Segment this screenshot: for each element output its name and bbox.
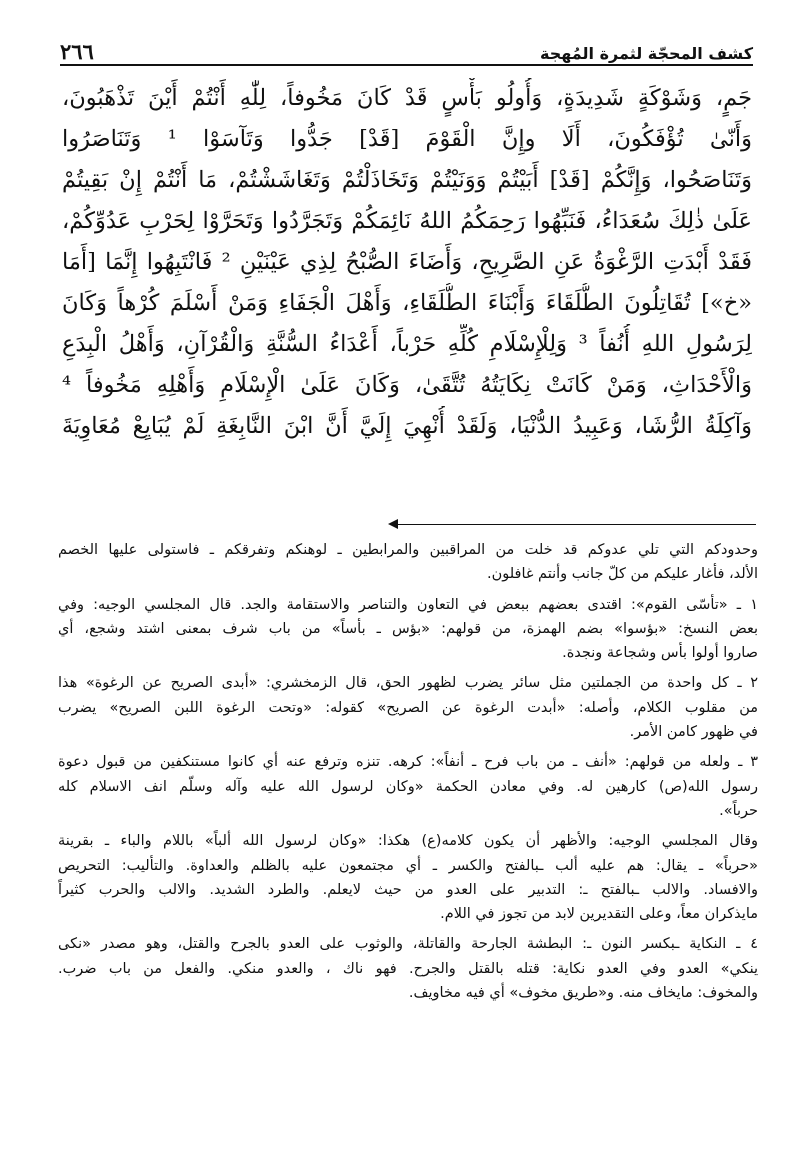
main-text-line: وَالْأَحْدَاثِ، وَمَنْ كَانَتْ نِكَايَتُهُ تُتَّقَىٰ، وَكَانَ عَلَىٰ الْإِسْلَامِ وَأَهْلِهِ مَخُوفاً ⁴ — [62, 372, 752, 398]
footnote-line: وحدودكم التي تلي عدوكم قد خلت من المراقبين والمرابطين ـ لوهنكم وتفرقكم ـ فاستولى عليها الخصم — [58, 542, 758, 558]
main-text-line: فَقَدْ أَبْدَتِ الرَّغْوَةُ عَنِ الصَّرِيحِ، وَأَضَاءَ الصُّبْحُ لِذِي عَيْنَيْنِ ² فَانْتَبِهُوا إِنَّمَا [أَمَا — [62, 249, 752, 275]
footnote-2 — [58, 671, 758, 744]
footnote-line: ٢ ـ كل واحدة من الجملتين مثل سائر يضرب لظهور الحق، قال الزمخشري: «أبدى الصريح عن الرغوة» هذا — [58, 675, 758, 692]
footnote-line: «حرباً» ـ يقال: هم عليه ألب ـبالفتح والكسر ـ أي مجتمعون عليه بالظلم والعداوة. والتأليب: التحريص — [58, 857, 758, 874]
page-header — [60, 28, 753, 66]
footnote-line: وقال المجلسي الوجيه: والأظهر أن يكون كلامه(ع) هكذا: «وكان لرسول الله ألباً» باللام والباء ـ بقرينة — [58, 833, 758, 850]
footnote-separator — [396, 524, 756, 525]
main-text-line: وَآكِلَةُ الرُّشَا، وَعَبِيدُ الدُّنْيَا، وَلَقَدْ أُنْهِيَ إِلَيَّ أَنَّ ابْنَ النَّابِغَةِ لَمْ يُبَايِعْ مُعَاوِيَةَ — [62, 413, 752, 439]
footnote-line: صاروا أولوا بأس وشجاعة ونجدة. — [562, 645, 758, 662]
footnote-line: حرباً». — [719, 802, 758, 819]
page-number: ٢٦٦ — [60, 39, 94, 64]
main-text-line: وَأَنّىٰ تُؤْفَكُونَ، أَلَا وإِنَّ الْقَوْمَ [قَدْ] جَدُّوا وَتَآسَوْا ¹ وَتَنَاصَرُوا — [62, 126, 752, 152]
main-text-line: لِرَسُولِ اللهِ أُنُفاً ³ وَلِلْإِسْلَامِ كُلِّهِ حَرْباً، أَعْدَاءُ السُّنَّةِ وَالْقُرْآنِ، وَأَهْلُ الْبِدَعِ — [62, 331, 752, 357]
footnote-line: مايذكران معاً، وعلى التقديرين لابد من تجوز في اللام. — [440, 906, 758, 923]
main-text-line: وَتَنَاصَحُوا، وَإِنَّكُمْ [قَدْ] أَبَيْتُمْ وَوَنَيْتُمْ وَتَخَاذَلْتُمْ وَتَغَاشَشْتُمْ، مَا أَنْتُمْ إِنْ بَقِيتُمْ — [62, 167, 752, 193]
footnote-4 — [58, 932, 758, 1005]
footnote-line: والافساد. والالب ـبالفتح ـ: التدبير على العدو من حيث لايعلم. والطرد الشديد. والالب والحرب كثيراً — [58, 881, 758, 898]
footnote-line: والمخوف: مايخاف منه. و«طريق مخوف» أي فيه مخاويف. — [408, 985, 758, 1002]
footnote-line: ١ ـ «تأسّى القوم»: اقتدى بعضهم ببعض في التعاون والتناصر والاستقامة والجد. قال المجلسي الوجيه: وفي — [58, 596, 758, 613]
footnote-3 — [58, 750, 758, 823]
footnote-line: رسول الله(ص) كارهين له. وفي معادن الحكمة «وكان لرسول الله عليه وآله وسلّم انف الاسلام كله — [58, 778, 758, 795]
footnote-3-continued — [58, 829, 758, 926]
running-title: كشف المحجّة لثمرة المُهجة — [539, 44, 753, 63]
footnote-line: ٤ ـ النكاية ـبكسر النون ـ: البطشة الجارحة والقاتلة، والوثوب على العدو بالجرح والقتل، وهو مصدر «نكى — [58, 936, 758, 953]
footnotes-section — [58, 538, 758, 1005]
footnote-continuation — [58, 538, 758, 587]
footnote-line: من مقلوب الكلام، وأصله: «أبدت الرغوة عن الصريح» كقوله: «وتحت الرغوة اللبن الصريح» يضرب — [58, 699, 758, 716]
footnote-line: الألد، فأغار عليكم من كلّ جانب وأنتم غافلون. — [486, 566, 758, 583]
footnote-line: ٣ ـ ولعله من قولهم: «أنف ـ من باب فرح ـ أنفاً»: كرهه. تنزه وترفع عنه أي كانوا مستنكفين من قبول دعوة — [58, 754, 758, 771]
main-text-line: جَمٍ، وَشَوْكَةٍ شَدِيدَةٍ، وَأُولُو بَأْسٍ قَدْ كَانَ مَخُوفاً، لِلّٰهِ أَنْتُمْ أَيْنَ تَذْهَبُونَ، — [62, 85, 752, 111]
footnote-line: في ظهور كامن الأمر. — [629, 724, 758, 741]
main-text-line: «خ»] تُقَاتِلُونَ الطُّلَقَاءَ وَأَبْنَاءَ الطُّلَقَاءِ، وَأَهْلَ الْجَفَاءِ وَمَنْ أَسْلَمَ كُرْهاً وَكَانَ — [62, 290, 752, 316]
main-text-line: عَلَىٰ ذٰلِكَ سُعَدَاءُ، فَنَبِّهُوا رَحِمَكُمُ اللهُ نَائِمَكُمْ وَتَجَرَّدُوا وَتَحَرَّوْا لِحَرْبِ عَدُوِّكُمْ، — [62, 208, 752, 234]
footnote-line: ينكي» العدو وفي العدو نكاية: قتله بالقتل والجرح. فهو ناك ، والعدو منكي. والفعل من باب ضرب. — [58, 960, 758, 977]
separator-arrow-icon — [388, 519, 398, 529]
footnote-line: بعض النسخ: «بؤسوا» بضم الهمزة، من قولهم: «بؤس ـ بأساً» من باب شرف بمعنى اشتد وشجع، أي — [58, 620, 758, 637]
footnote-1 — [58, 593, 758, 666]
main-text-body — [62, 78, 752, 447]
